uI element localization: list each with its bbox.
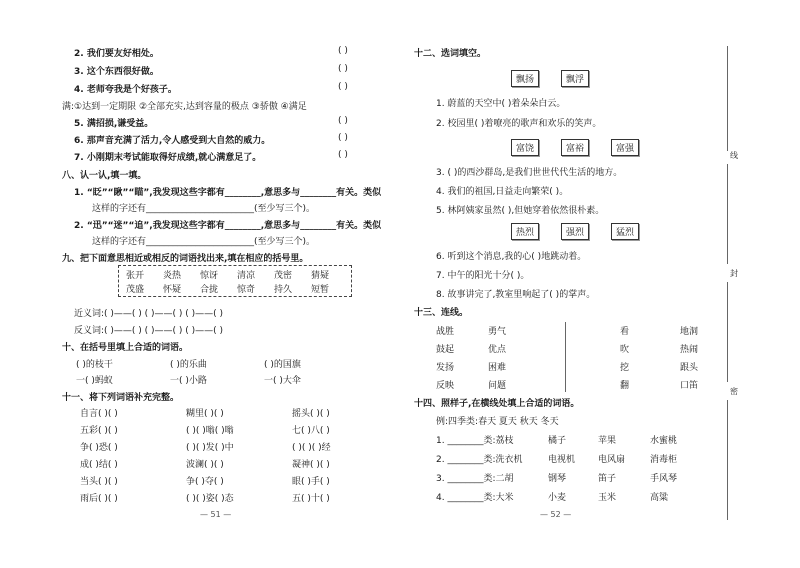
sec9-w8: 怀疑 [163,285,182,295]
margin-mark-mi: 密 [730,387,738,396]
item-4: 4. 老师夸我是个好孩子。 [74,85,177,95]
sec14-r1-c2: 橘子 [548,436,567,446]
sec12-g2-w1: 富饶 [511,139,539,156]
sec10-r2-1[interactable]: 一( )蚂蚁 [76,376,113,386]
sec8-q2b: 这样的字还有________________________(至少写三个)。 [92,237,316,247]
sec11-r6-c3[interactable]: 五( )十( ) [292,494,330,504]
item-7: 7. 小刚期末考试能取得好成绩,就心满意足了。 [74,153,262,163]
sec8-q2a: 2. “迅”“迷”“追”,我发现这些字都有________,意思多与________有关。类似 [74,221,382,231]
sec12-g2-w2: 富裕 [561,139,589,156]
sec13-title: 十三、连线。 [414,308,469,318]
sec13-ra-2[interactable]: 吹 [620,345,630,355]
sec12-s3[interactable]: 3. ( )的西沙群岛,是我们世世代代生活的地方。 [436,168,623,178]
item-4-paren[interactable]: ( ) [338,82,348,92]
sec13-la-3[interactable]: 发扬 [436,363,455,373]
sec12-title: 十二、选词填空。 [414,49,487,59]
sec11-r2-c3[interactable]: 七( )八( ) [292,426,330,436]
sec12-s7[interactable]: 7. 中午的阳光十分( )。 [436,271,530,281]
sec13-ra-3[interactable]: 挖 [620,363,630,373]
sec10-title: 十、在括号里填上合适的词语。 [62,343,189,353]
sec14-title: 十四、照样子,在横线处填上合适的词语。 [414,399,580,409]
man-definitions: 满:①达到一定期限 ②全部充实,达到容量的极点 ③骄傲 ④满足 [62,102,307,112]
sec14-example: 例:四季类:春天 夏天 秋天 冬天 [436,417,559,427]
sec10-r2-2[interactable]: 一( )小路 [170,376,207,386]
sec14-r1-c1[interactable]: 1. ________类:荔枝 [436,436,514,446]
sec9-w2: 炎热 [163,271,182,281]
sec14-r4-c1[interactable]: 4. ________类:大米 [436,493,514,503]
sec13-lb-2[interactable]: 优点 [488,345,507,355]
item-2-paren[interactable]: ( ) [338,46,348,56]
sec12-g3-w2: 强烈 [561,223,589,240]
sec11-r2-c1[interactable]: 五彩( )( ) [80,426,118,436]
sec12-s1[interactable]: 1. 蔚蓝的天空中( )着朵朵白云。 [436,99,566,109]
margin-line-mid [727,164,728,264]
sec13-lb-1[interactable]: 勇气 [488,327,507,337]
sec11-r3-c3[interactable]: ( )( )( )经 [292,443,331,453]
sec9-w7: 茂盛 [126,285,145,295]
sec8-title: 八、认一认,填一填。 [62,171,147,181]
item-7-paren[interactable]: ( ) [338,150,348,160]
margin-line-lower [727,282,728,382]
sec9-w5: 茂密 [274,271,293,281]
sec9-w12: 短暂 [311,285,330,295]
sec12-s6[interactable]: 6. 听到这个消息,我的心( )地跳动着。 [436,252,587,262]
sec9-w11: 持久 [274,285,293,295]
sec9-antonyms[interactable]: 反义词:( )——( ) ( )——( ) ( )——( ) [74,326,224,336]
sec8-q1a: 1. “眨”“瞅”“瞄”,我发现这些字都有________,意思多与________有关。类似 [74,188,382,198]
margin-mark-feng: 封 [730,269,738,278]
sec10-r1-1[interactable]: ( )的枝干 [76,360,113,370]
sec14-r4-c2: 小麦 [548,493,567,503]
sec9-w9: 合拢 [200,285,219,295]
sec11-r1-c3[interactable]: 摇头( )( ) [292,409,330,419]
sec9-synonyms[interactable]: 近义词:( )——( ) ( )——( ) ( )——( ) [74,309,224,319]
sec11-r4-c1[interactable]: 成( )结( ) [80,460,118,470]
margin-mark-xian: 线 [730,151,738,160]
item-2: 2. 我们要友好相处。 [74,49,159,59]
sec13-rb-1[interactable]: 地洞 [680,327,699,337]
sec12-g3-w1: 热烈 [511,223,539,240]
item-3: 3. 这个东西很好做。 [74,67,159,77]
item-5-paren[interactable]: ( ) [338,116,348,126]
sec12-g1-w1: 飘扬 [511,70,539,87]
sec12-s2[interactable]: 2. 校园里( )着嘹亮的歌声和欢乐的笑声。 [436,119,602,129]
sec14-r2-c3: 电风扇 [598,455,626,465]
sec9-w6: 猜疑 [311,271,330,281]
sec13-la-4[interactable]: 反映 [436,381,455,391]
sec12-s5[interactable]: 5. 林阿姨家虽然( ),但她穿着依然很朴素。 [436,206,605,216]
item-5: 5. 满招损,谦受益。 [74,119,154,129]
sec11-r5-c3[interactable]: 眼( )手( ) [292,477,330,487]
sec13-la-1[interactable]: 战胜 [436,327,455,337]
page-number-right: — 52 — [540,510,572,519]
sec10-r1-2[interactable]: ( )的乐曲 [170,360,207,370]
sec13-ra-1[interactable]: 看 [620,327,630,337]
sec11-r2-c2[interactable]: ( )( )嗡( )嗡 [186,426,234,436]
sec13-divider [565,322,566,392]
sec14-r2-c1[interactable]: 2. ________类:洗衣机 [436,455,523,465]
sec14-r3-c1[interactable]: 3. ________类:二胡 [436,474,514,484]
sec13-lb-4[interactable]: 问题 [488,381,507,391]
sec11-r4-c3[interactable]: 凝神( )( ) [292,460,330,470]
page-number-left: — 51 — [200,510,232,519]
sec12-g3-w3: 猛烈 [611,223,639,240]
sec13-la-2[interactable]: 鼓起 [436,345,455,355]
sec12-g2-w3: 富强 [611,139,639,156]
sec11-r3-c1[interactable]: 争( )恐( ) [80,443,118,453]
sec14-r1-c3: 苹果 [598,436,617,446]
sec11-title: 十一、将下列词语补充完整。 [62,393,180,403]
sec9-w3: 惊讶 [200,271,219,281]
sec14-r4-c4: 高粱 [650,493,669,503]
sec9-title: 九、把下面意思相近或相反的词语找出来,填在相应的括号里。 [62,254,309,264]
sec13-rb-4[interactable]: 口笛 [680,381,699,391]
sec12-g1-w2: 飘浮 [561,70,589,87]
sec13-rb-3[interactable]: 跟头 [680,363,699,373]
sec13-rb-2[interactable]: 热闹 [680,345,699,355]
sec11-r6-c1[interactable]: 雨后( )( ) [80,494,118,504]
sec14-r4-c3: 玉米 [598,493,617,503]
sec13-ra-4[interactable]: 翻 [620,381,630,391]
item-3-paren[interactable]: ( ) [338,64,348,74]
sec11-r3-c2[interactable]: ( )( )发( )中 [186,443,234,453]
sec11-r5-c2[interactable]: 争( )夺( ) [186,477,224,487]
item-6-paren[interactable]: ( ) [338,133,348,143]
sec11-r5-c1[interactable]: 当头( )( ) [80,477,118,487]
sec10-r2-3[interactable]: 一( )大伞 [264,376,301,386]
sec14-r2-c2: 电视机 [548,455,576,465]
sec9-w4: 清凉 [237,271,256,281]
sec13-lb-3[interactable]: 困难 [488,363,507,373]
sec12-s4[interactable]: 4. 我们的祖国,日益走向繁荣( )。 [436,187,569,197]
sec14-r3-c3: 笛子 [598,474,617,484]
sec14-r3-c2: 钢琴 [548,474,567,484]
margin-line-bottom [727,400,728,520]
sec11-r4-c2[interactable]: 波澜( )( ) [186,460,224,470]
sec14-r3-c4: 手风琴 [650,474,678,484]
sec11-r1-c1[interactable]: 自言( )( ) [80,409,118,419]
sec14-r1-c4: 水蜜桃 [650,436,678,446]
sec14-r2-c4: 消毒柜 [650,455,678,465]
item-6: 6. 那声音充满了活力,令人感受到大自然的威力。 [74,136,271,146]
sec11-r6-c2[interactable]: ( )( )姿( )态 [186,494,234,504]
sec12-s8[interactable]: 8. 故事讲完了,教室里响起了( )的掌声。 [436,290,596,300]
sec8-q1b: 这样的字还有________________________(至少写三个)。 [92,204,316,214]
sec10-r1-3[interactable]: ( )的国旗 [264,360,301,370]
margin-line-top [727,46,728,151]
sec9-w10: 惊奇 [237,285,256,295]
sec9-w1: 张开 [126,271,145,281]
sec11-r1-c2[interactable]: 糊里( )( ) [186,409,224,419]
